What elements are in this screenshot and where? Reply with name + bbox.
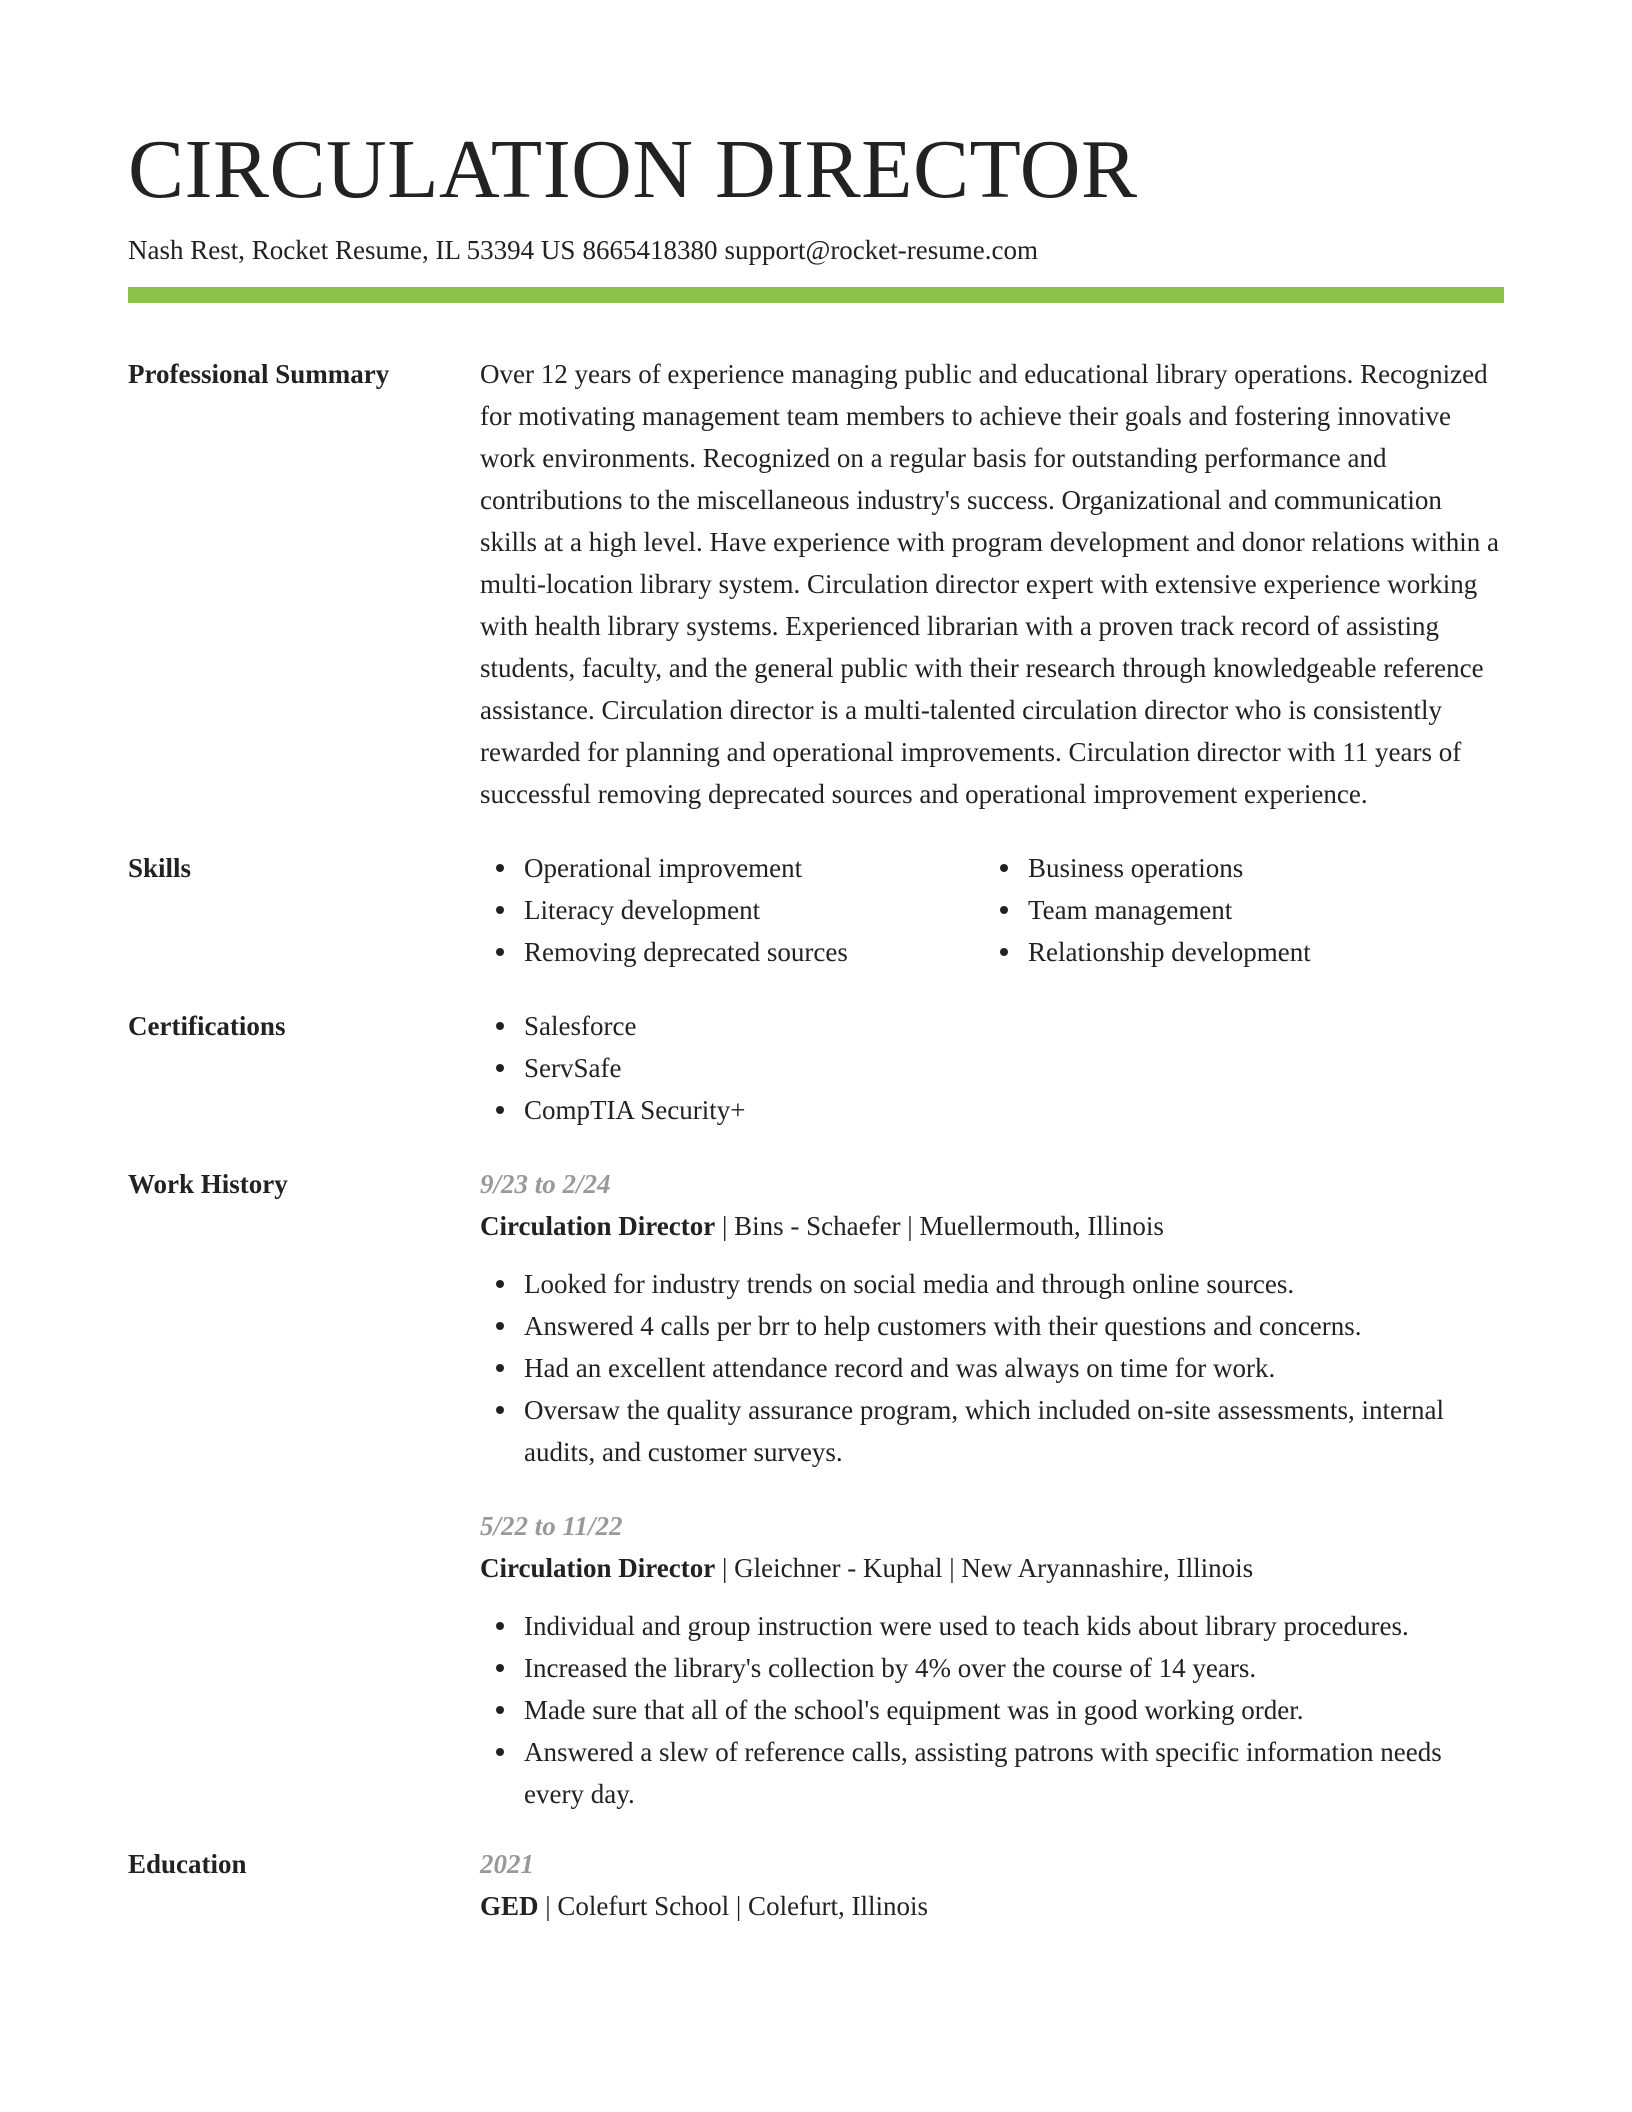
contact-phone: 8665418380 bbox=[582, 235, 718, 265]
job-entry bbox=[480, 1505, 1504, 1815]
job-entry bbox=[480, 1163, 1504, 1473]
skills-column-left bbox=[480, 847, 984, 973]
job-bullet: Oversaw the quality assurance program, which included on-site assessments, internal audits, and customer surveys. bbox=[480, 1389, 1504, 1473]
skill-item: Operational improvement bbox=[480, 847, 984, 889]
certifications-list bbox=[480, 1005, 1504, 1131]
job-bullet: Answered a slew of reference calls, assisting patrons with specific information needs every day. bbox=[480, 1731, 1504, 1815]
job-bullet: Had an excellent attendance record and was always on time for work. bbox=[480, 1347, 1504, 1389]
certification-item: CompTIA Security+ bbox=[480, 1089, 1504, 1131]
education-heading-line bbox=[480, 1885, 1504, 1927]
skill-item: Literacy development bbox=[480, 889, 984, 931]
job-heading bbox=[480, 1547, 1504, 1589]
certifications-content bbox=[480, 1005, 1504, 1131]
job-dates: 9/23 to 2/24 bbox=[480, 1169, 611, 1199]
job-bullet: Made sure that all of the school's equipment was in good working order. bbox=[480, 1689, 1504, 1731]
resume-title: CIRCULATION DIRECTOR bbox=[128, 123, 1138, 216]
certifications-section bbox=[128, 1005, 1504, 1131]
accent-divider bbox=[128, 287, 1504, 303]
education-details: | Colefurt School | Colefurt, Illinois bbox=[538, 1891, 929, 1921]
work-history-content bbox=[480, 1163, 1504, 1815]
job-bullet: Looked for industry trends on social media and through online sources. bbox=[480, 1263, 1504, 1305]
resume-page bbox=[128, 120, 1504, 1927]
job-title: Circulation Director bbox=[480, 1211, 716, 1241]
summary-heading: Professional Summary bbox=[128, 359, 390, 389]
certification-item: ServSafe bbox=[480, 1047, 1504, 1089]
job-bullet: Answered 4 calls per brr to help customers with their questions and concerns. bbox=[480, 1305, 1504, 1347]
contact-email: support@rocket-resume.com bbox=[724, 235, 1038, 265]
summary-section bbox=[128, 353, 1504, 815]
education-degree: GED bbox=[480, 1891, 539, 1921]
job-bullet: Increased the library's collection by 4% over the course of 14 years. bbox=[480, 1647, 1504, 1689]
contact-address: Nash Rest, Rocket Resume, IL 53394 US bbox=[128, 235, 576, 265]
job-bullets bbox=[480, 1605, 1504, 1815]
skill-item: Business operations bbox=[984, 847, 1488, 889]
job-bullet: Individual and group instruction were used to teach kids about library procedures. bbox=[480, 1605, 1504, 1647]
contact-line bbox=[128, 232, 1504, 268]
job-bullets bbox=[480, 1263, 1504, 1473]
education-year: 2021 bbox=[480, 1849, 534, 1879]
skills-list bbox=[480, 847, 1504, 973]
certifications-heading: Certifications bbox=[128, 1011, 286, 1041]
skill-item: Relationship development bbox=[984, 931, 1488, 973]
work-history-section bbox=[128, 1163, 1504, 1815]
education-content bbox=[480, 1843, 1504, 1927]
education-section bbox=[128, 1843, 1504, 1927]
education-heading: Education bbox=[128, 1849, 247, 1879]
skills-column-right bbox=[984, 847, 1488, 973]
skill-item: Team management bbox=[984, 889, 1488, 931]
work-history-heading: Work History bbox=[128, 1169, 288, 1199]
job-details: | Bins - Schaefer | Muellermouth, Illinois bbox=[715, 1211, 1164, 1241]
job-heading bbox=[480, 1205, 1504, 1247]
certification-item: Salesforce bbox=[480, 1005, 1504, 1047]
job-details: | Gleichner - Kuphal | New Aryannashire, Illinois bbox=[715, 1553, 1254, 1583]
job-title: Circulation Director bbox=[480, 1553, 716, 1583]
job-dates: 5/22 to 11/22 bbox=[480, 1511, 623, 1541]
skills-heading: Skills bbox=[128, 853, 192, 883]
skill-item: Removing deprecated sources bbox=[480, 931, 984, 973]
summary-text: Over 12 years of experience managing public and educational library operations. Recognized for motivating management team members to achieve their goals and fostering innovative work environments. Recognized on a regular basis for outstanding performance and contributions to the miscellaneous industry's success. Organizational and communication skills at a high level. Have experience with program development and donor relations within a multi-location library system. Circulation director expert with extensive experience working with health library systems. Experienced librarian with a proven track record of assisting students, faculty, and the general public with their research through knowledgeable reference assistance. Circulation director is a multi-talented circulation director who is consistently rewarded for planning and operational improvements. Circulation director with 11 years of successful removing deprecated sources and operational improvement experience. bbox=[480, 359, 1499, 809]
skills-section bbox=[128, 847, 1504, 973]
